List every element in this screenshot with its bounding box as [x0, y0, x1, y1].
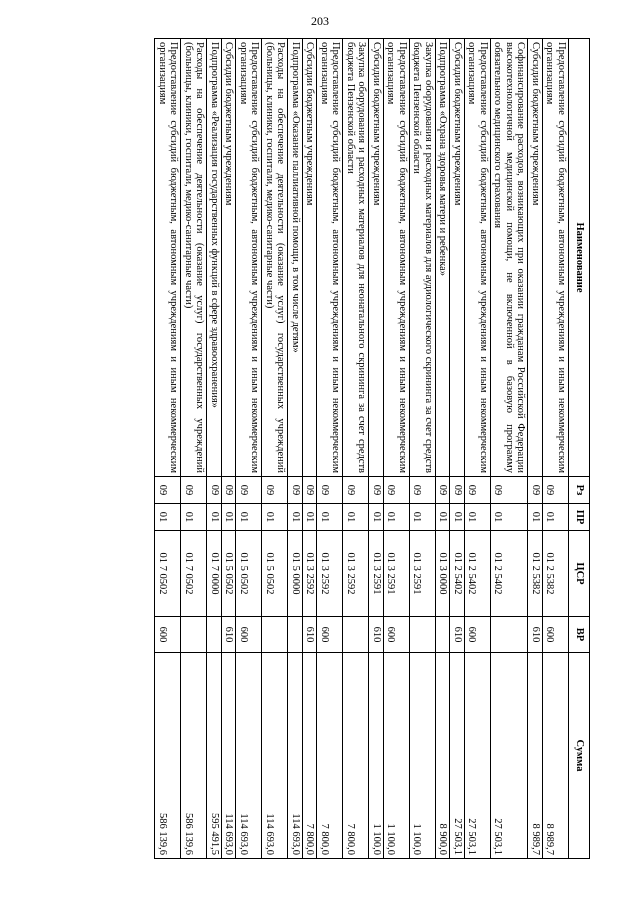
cell-vr	[288, 617, 303, 653]
table-row	[491, 39, 529, 859]
cell-pr: 01	[181, 504, 207, 531]
cell-csr: 01 2 5402	[465, 531, 491, 617]
cell-pr: 01	[369, 504, 384, 531]
cell-csr: 01 2 5402	[450, 531, 465, 617]
cell-sum: 8 900,0	[436, 653, 451, 859]
cell-csr: 01 2 5402	[491, 531, 529, 617]
table-body	[155, 39, 569, 859]
cell-name: Субсидии бюджетным учреждениям	[450, 39, 465, 477]
cell-name: Подпрограмма «Реализация государственных функций в сфере здравоохранения»	[207, 39, 222, 477]
cell-sum: 586 139,6	[181, 653, 207, 859]
cell-sum: 8 989,7	[543, 653, 569, 859]
cell-rz: 09	[343, 477, 369, 504]
cell-rz: 09	[288, 477, 303, 504]
cell-vr: 600	[236, 617, 262, 653]
cell-vr	[410, 617, 436, 653]
cell-sum: 27 503,1	[450, 653, 465, 859]
cell-csr: 01 3 2592	[343, 531, 369, 617]
cell-pr: 01	[288, 504, 303, 531]
cell-name: Предоставление субсидий бюджетным, автономным учреждениям и иным некоммерческим организациям	[543, 39, 569, 477]
cell-csr: 01 5 0000	[288, 531, 303, 617]
cell-name: Предоставление субсидий бюджетным, автономным учреждениям и иным некоммерческим организациям	[317, 39, 343, 477]
cell-rz: 09	[236, 477, 262, 504]
table-row	[207, 39, 222, 859]
cell-rz: 09	[369, 477, 384, 504]
table-row	[543, 39, 569, 859]
cell-vr	[436, 617, 451, 653]
cell-name: Субсидии бюджетным учреждениям	[369, 39, 384, 477]
table-row	[343, 39, 369, 859]
cell-name: Предоставление субсидий бюджетным, автономным учреждениям и иным некоммерческим организациям	[384, 39, 410, 477]
cell-sum: 7 800,0	[343, 653, 369, 859]
cell-sum: 114 693,0	[262, 653, 288, 859]
cell-vr	[491, 617, 529, 653]
cell-rz: 09	[465, 477, 491, 504]
header-name: Наименование	[569, 39, 590, 477]
header-pr: ПР	[569, 504, 590, 531]
cell-vr: 610	[528, 617, 543, 653]
cell-vr: 600	[317, 617, 343, 653]
cell-name: Субсидии бюджетным учреждениям	[528, 39, 543, 477]
cell-csr: 01 2 5382	[528, 531, 543, 617]
header-rz: Рз	[569, 477, 590, 504]
cell-pr: 01	[410, 504, 436, 531]
cell-rz: 09	[317, 477, 343, 504]
cell-vr: 600	[155, 617, 181, 653]
cell-rz: 09	[491, 477, 529, 504]
cell-rz: 09	[303, 477, 318, 504]
table-row	[450, 39, 465, 859]
cell-pr: 01	[543, 504, 569, 531]
cell-csr: 01 3 2592	[303, 531, 318, 617]
cell-rz: 09	[543, 477, 569, 504]
cell-pr: 01	[450, 504, 465, 531]
cell-csr: 01 5 0502	[236, 531, 262, 617]
table-row	[303, 39, 318, 859]
cell-vr: 610	[369, 617, 384, 653]
cell-vr: 610	[450, 617, 465, 653]
cell-pr: 01	[262, 504, 288, 531]
cell-csr: 01 3 2591	[369, 531, 384, 617]
cell-vr: 600	[465, 617, 491, 653]
header-vr: ВР	[569, 617, 590, 653]
table-row	[181, 39, 207, 859]
cell-name: Субсидии бюджетным учреждениям	[303, 39, 318, 477]
table-header-row	[569, 39, 590, 859]
table-row	[262, 39, 288, 859]
cell-rz: 09	[181, 477, 207, 504]
cell-pr: 01	[465, 504, 491, 531]
cell-sum: 1 100,0	[410, 653, 436, 859]
cell-rz: 09	[450, 477, 465, 504]
cell-sum: 1 100,0	[369, 653, 384, 859]
cell-name: Подпрограмма «Оказание паллиативной помощи, в том числе детям»	[288, 39, 303, 477]
cell-vr: 600	[543, 617, 569, 653]
cell-pr: 01	[222, 504, 237, 531]
cell-sum: 7 800,0	[317, 653, 343, 859]
cell-name: Подпрограмма «Охрана здоровья матери и ребенка»	[436, 39, 451, 477]
cell-name: Софинансирование расходов, возникающих при оказании гражданам Российской Федерации высокотехнологичной медицинской помощи, не включенной в базовую программу обязательного медицинского страхования	[491, 39, 529, 477]
cell-name: Закупка оборудования и расходных материалов для неонатального скрининга за счет средств бюджета Пензенской области	[343, 39, 369, 477]
cell-sum: 586 139,6	[155, 653, 181, 859]
cell-name: Предоставление субсидий бюджетным, автономным учреждениям и иным некоммерческим организациям	[155, 39, 181, 477]
table-row	[317, 39, 343, 859]
cell-csr: 01 3 2591	[410, 531, 436, 617]
cell-pr: 01	[207, 504, 222, 531]
cell-pr: 01	[491, 504, 529, 531]
rotated-table-container	[80, 38, 590, 858]
cell-vr	[181, 617, 207, 653]
cell-rz: 09	[222, 477, 237, 504]
cell-name: Предоставление субсидий бюджетным, автономным учреждениям и иным некоммерческим организациям	[236, 39, 262, 477]
cell-rz: 09	[436, 477, 451, 504]
cell-pr: 01	[236, 504, 262, 531]
cell-name: Расходы на обеспечение деятельности (оказание услуг) государственных учреждений (больницы, клиники, госпитали, медико-санитарные части)	[181, 39, 207, 477]
cell-rz: 09	[528, 477, 543, 504]
table-row	[236, 39, 262, 859]
cell-rz: 09	[384, 477, 410, 504]
cell-pr: 01	[303, 504, 318, 531]
cell-sum: 114 693,0	[222, 653, 237, 859]
table-row	[436, 39, 451, 859]
cell-vr: 610	[303, 617, 318, 653]
cell-name: Расходы на обеспечение деятельности (оказание услуг) государственных учреждений (больницы, клиники, госпитали, медико-санитарные части)	[262, 39, 288, 477]
table-row	[155, 39, 181, 859]
cell-rz: 09	[207, 477, 222, 504]
cell-pr: 01	[155, 504, 181, 531]
cell-pr: 01	[436, 504, 451, 531]
table-row	[222, 39, 237, 859]
header-sum: Сумма	[569, 653, 590, 859]
cell-csr: 01 5 0502	[222, 531, 237, 617]
cell-sum: 8 989,7	[528, 653, 543, 859]
cell-sum: 27 503,1	[465, 653, 491, 859]
cell-vr: 600	[384, 617, 410, 653]
table-row	[465, 39, 491, 859]
cell-csr: 01 7 0502	[155, 531, 181, 617]
table-row	[369, 39, 384, 859]
cell-vr	[207, 617, 222, 653]
page-number: 203	[311, 14, 329, 28]
cell-name: Субсидии бюджетным учреждениям	[222, 39, 237, 477]
cell-rz: 09	[410, 477, 436, 504]
cell-pr: 01	[343, 504, 369, 531]
cell-pr: 01	[528, 504, 543, 531]
cell-csr: 01 2 5382	[543, 531, 569, 617]
cell-rz: 09	[262, 477, 288, 504]
cell-csr: 01 5 0502	[262, 531, 288, 617]
table-row	[410, 39, 436, 859]
table-row	[384, 39, 410, 859]
cell-vr: 610	[222, 617, 237, 653]
cell-sum: 114 693,0	[288, 653, 303, 859]
cell-rz: 09	[155, 477, 181, 504]
cell-sum: 114 693,0	[236, 653, 262, 859]
cell-csr: 01 3 2592	[317, 531, 343, 617]
cell-csr: 01 7 0502	[181, 531, 207, 617]
cell-pr: 01	[317, 504, 343, 531]
cell-csr: 01 7 0000	[207, 531, 222, 617]
cell-vr	[262, 617, 288, 653]
cell-sum: 7 800,0	[303, 653, 318, 859]
cell-sum: 595 491,5	[207, 653, 222, 859]
cell-vr	[343, 617, 369, 653]
budget-table	[155, 38, 591, 859]
cell-csr: 01 3 2591	[384, 531, 410, 617]
cell-name: Предоставление субсидий бюджетным, автономным учреждениям и иным некоммерческим организациям	[465, 39, 491, 477]
cell-pr: 01	[384, 504, 410, 531]
table-row	[288, 39, 303, 859]
cell-name: Закупка оборудования и расходных материалов для аудиологического скрининга за счет средств бюджета Пензенской области	[410, 39, 436, 477]
cell-csr: 01 3 0000	[436, 531, 451, 617]
header-csr: ЦСР	[569, 531, 590, 617]
cell-sum: 1 100,0	[384, 653, 410, 859]
cell-sum: 27 503,1	[491, 653, 529, 859]
table-row	[528, 39, 543, 859]
